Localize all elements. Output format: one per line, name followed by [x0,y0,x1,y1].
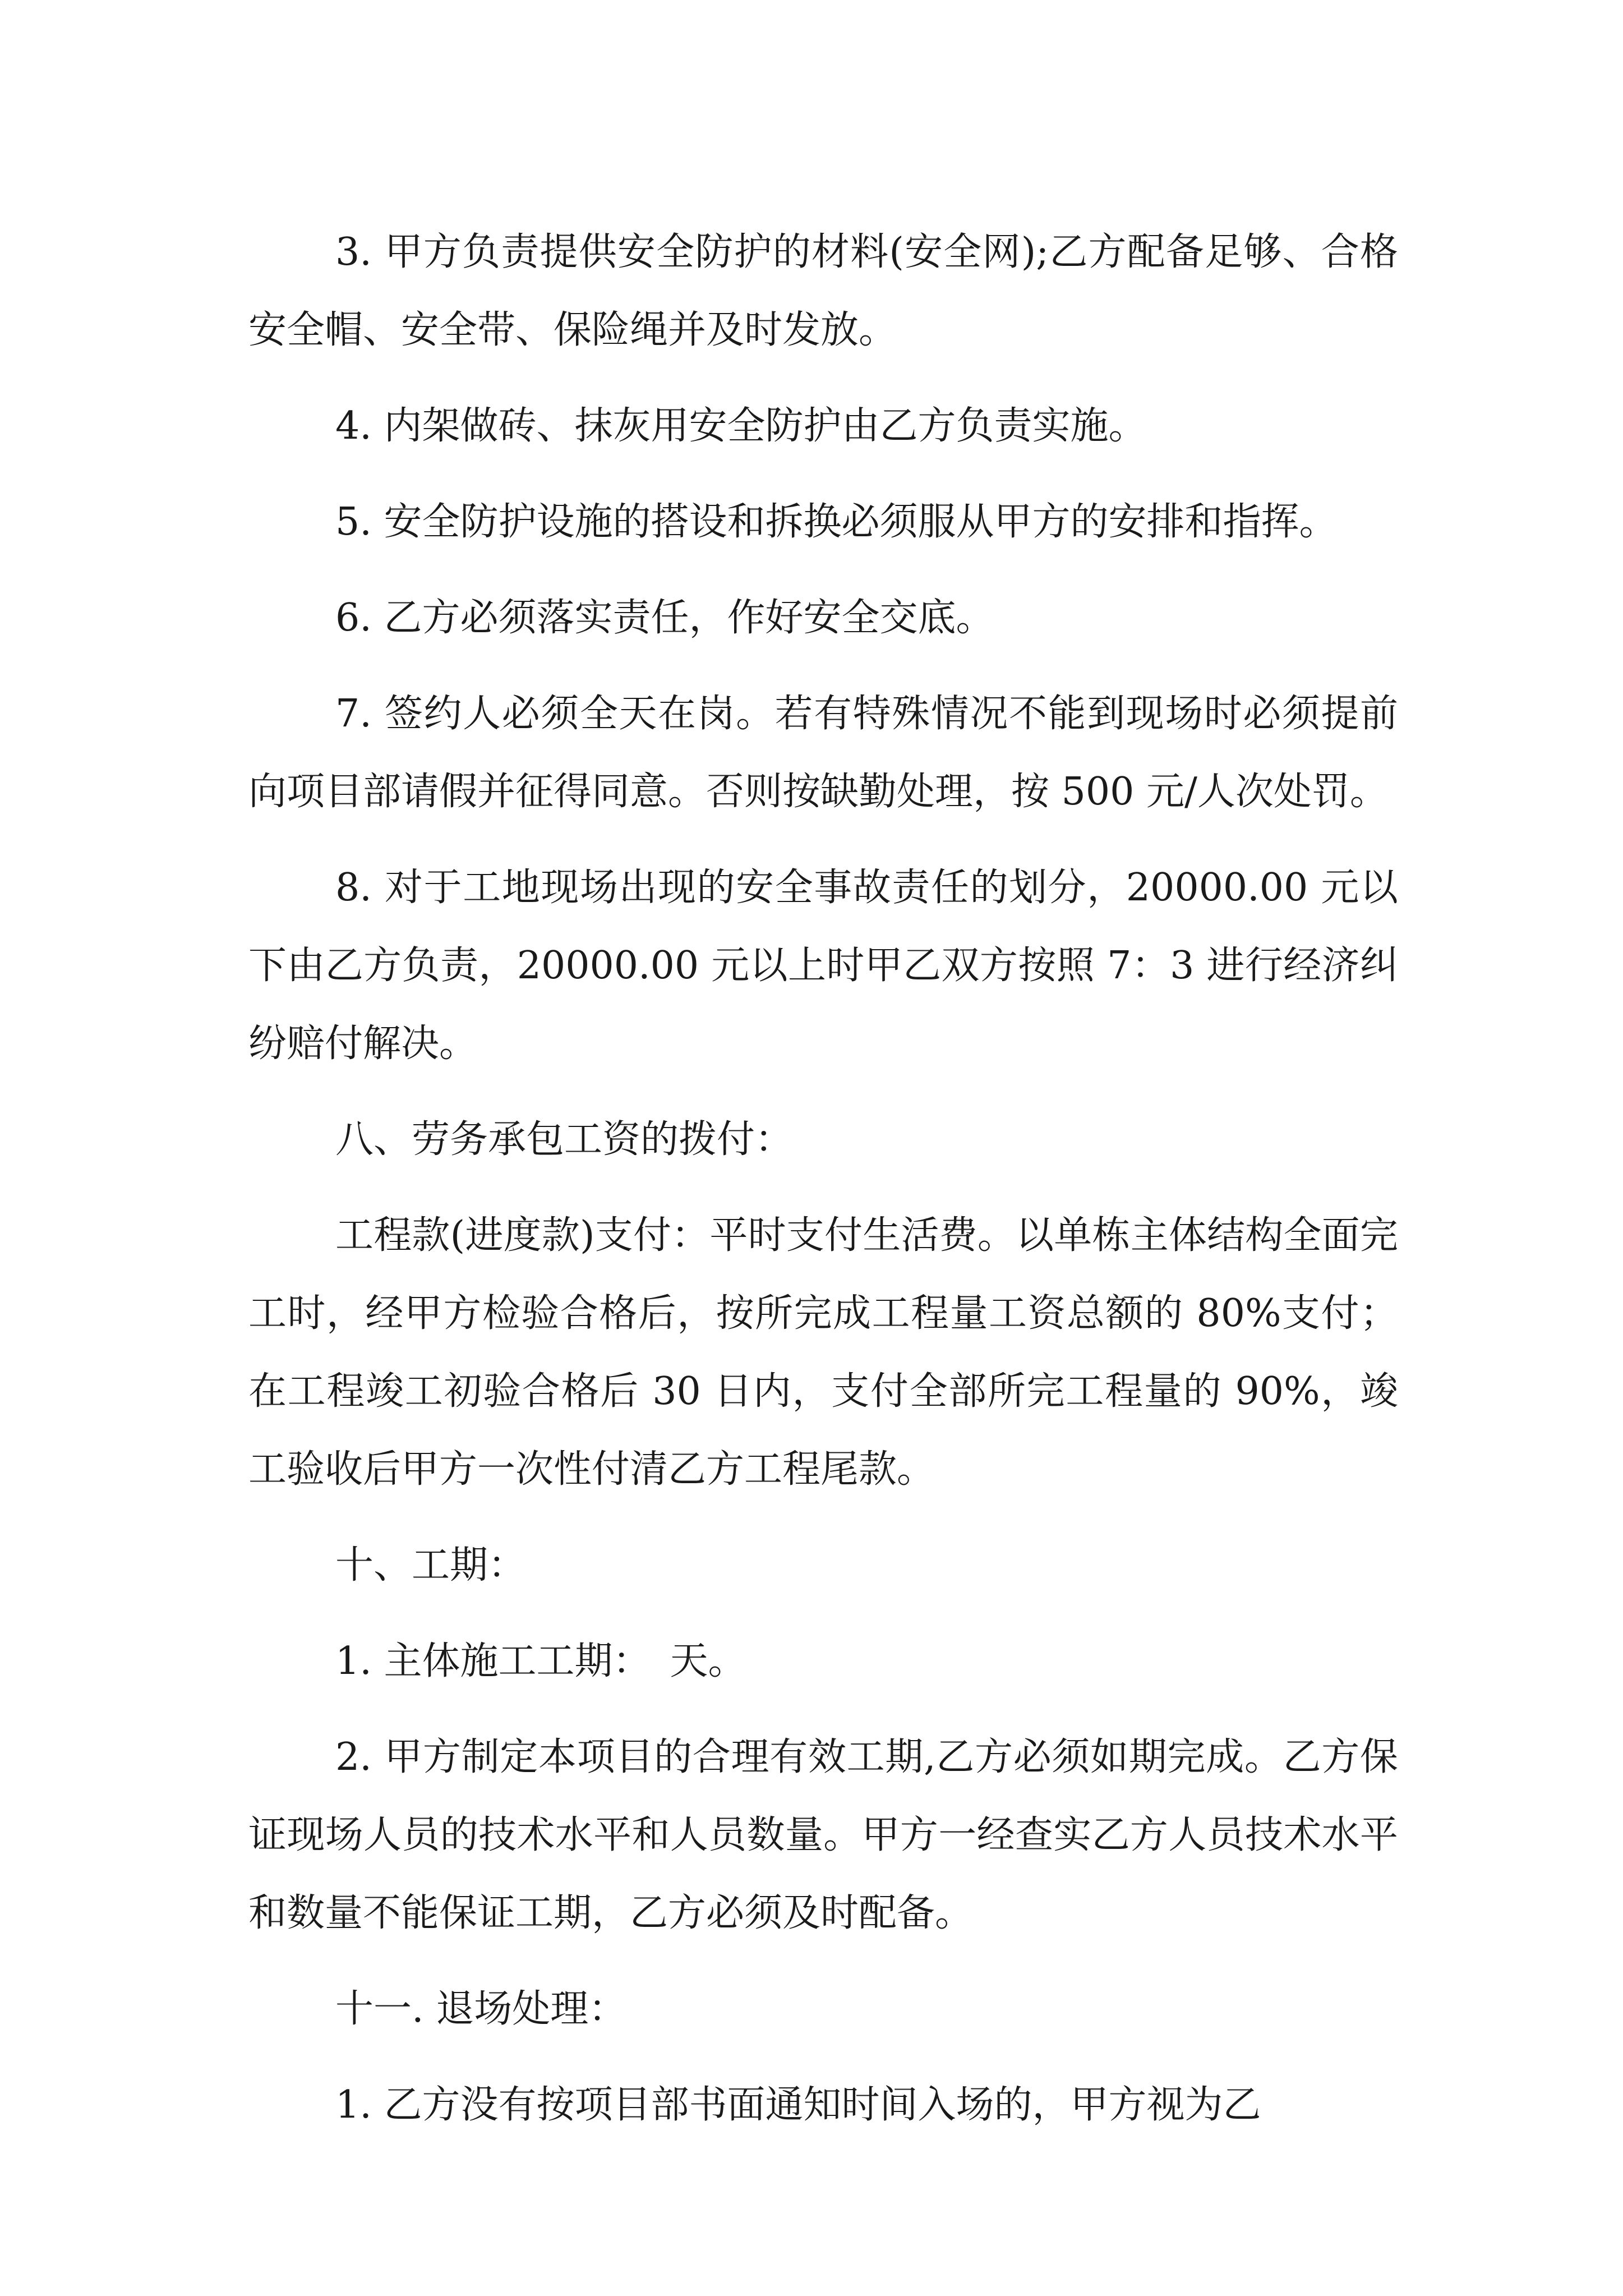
paragraph-construction-period: 1. 主体施工工期： 天。 [335,1639,746,1683]
section-heading-schedule: 十、工期： [335,1543,527,1588]
document-body [248,213,1398,2162]
paragraph-schedule-requirements: 2. 甲方制定本项目的合理有效工期,乙方必须如期完成。乙方保证现场人员的技术水平和人员数量。甲方一经查实乙方人员技术水平和数量不能保证工期，乙方必须及时配备。 [248,1735,1398,1935]
paragraph-safety-materials: 3. 甲方负责提供安全防护的材料(安全网);乙方配备足够、合格安全帽、安全带、保险绳并及时发放。 [248,230,1398,352]
paragraph-accident-liability: 8. 对于工地现场出现的安全事故责任的划分，20000.00 元以下由乙方负责，20000.00 元以上时甲乙双方按照 7：3 进行经济纠纷赔付解决。 [248,866,1398,1066]
section-heading-wages: 八、劳务承包工资的拨付： [335,1117,794,1162]
paragraph-exit-handling: 1. 乙方没有按项目部书面通知时间入场的，甲方视为乙 [335,2083,1261,2127]
paragraph-safety-facilities: 5. 安全防护设施的搭设和拆换必须服从甲方的安排和指挥。 [335,500,1338,544]
paragraph-inner-scaffold: 4. 内架做砖、抹灰用安全防护由乙方负责实施。 [335,404,1147,448]
paragraph-responsibility: 6. 乙方必须落实责任，作好安全交底。 [335,596,994,640]
section-heading-exit: 十一. 退场处理： [335,1987,627,2031]
paragraph-payment-terms: 工程款(进度款)支付：平时支付生活费。以单栋主体结构全面完工时，经甲方检验合格后，按所完成工程量工资总额的 80%支付；在工程竣工初验合格后 30 日内，支付全部所完工程量的 90%，竣工验收后甲方一次性付清乙方工程尾款。 [248,1213,1398,1492]
paragraph-on-duty: 7. 签约人必须全天在岗。若有特殊情况不能到现场时必须提前向项目部请假并征得同意。否则按缺勤处理，按 500 元/人次处罚。 [248,692,1398,814]
